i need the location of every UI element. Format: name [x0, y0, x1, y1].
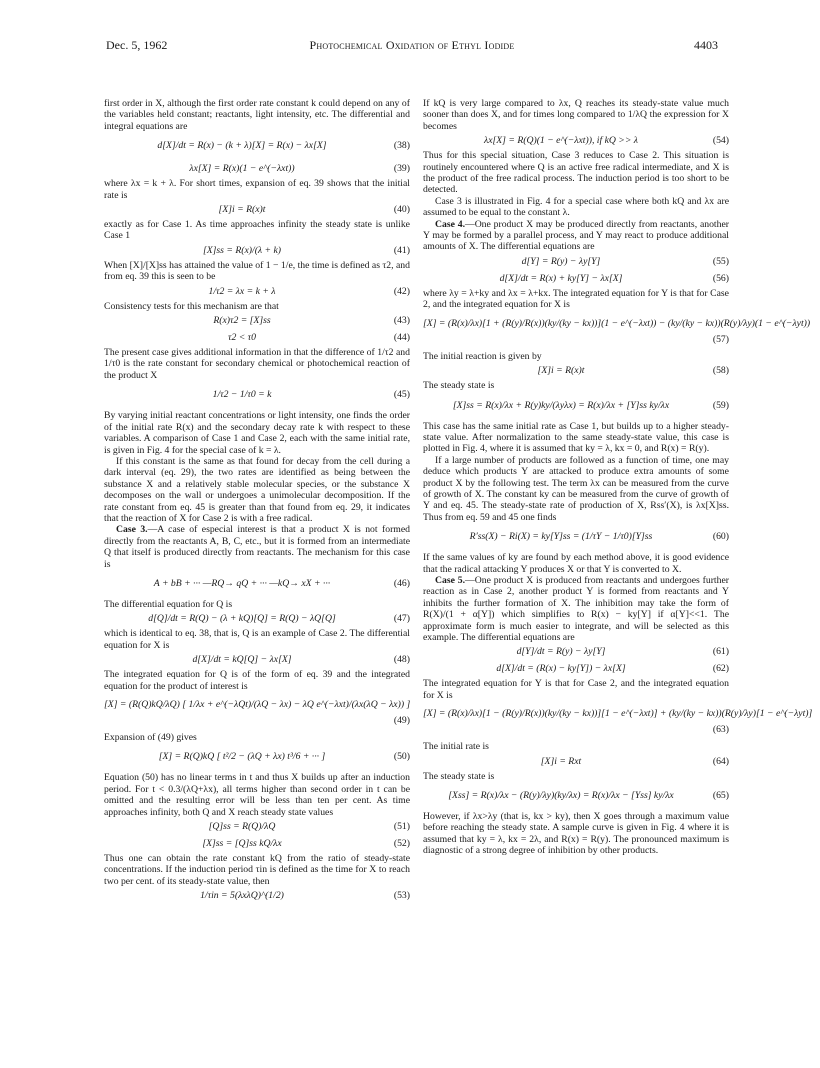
paragraph-text: The present case gives additional information in that the difference of 1/τ2 and 1/τ0 is the rate constant for secondary chemical or photochemical reaction of the product X — [104, 347, 410, 381]
equation — [423, 271, 729, 287]
paragraph — [104, 732, 410, 743]
paragraph — [104, 301, 410, 312]
equation-number: (55) — [712, 255, 729, 267]
paragraph-text: The integrated equation for Q is of the form of eq. 39 and the integrated equation for the product of interest is — [104, 669, 410, 692]
header-title: Photochemical Oxidation of Ethyl Iodide — [309, 38, 515, 52]
paragraph-text: where λx = k + λ. For short times, expansion of eq. 39 shows that the initial rate is — [104, 178, 410, 201]
left-column — [104, 98, 410, 905]
equation-number: (54) — [712, 135, 729, 147]
paragraph-text: This case has the same initial rate as Case 1, but builds up to a higher steady-state value. After normalization to the same steady-state value, this case is plotted in Fig. 4, where it is assumed that ky = λ, kx = 0, and R(x) = R(y). — [423, 420, 729, 455]
equation-expression: [X] = R(Q)kQ [ t²/2 − (λQ + λx) t³/6 + ··· ] — [158, 751, 326, 763]
paragraph — [104, 669, 410, 692]
equation-number: (52) — [393, 838, 410, 850]
equation-expression: d[Y]/dt = R(y) − λy[Y] — [516, 646, 606, 658]
paragraph-text: exactly as for Case 1. As time approaches infinity the steady state is unlike Case 1 — [104, 219, 410, 242]
paragraph-text: Thus one can obtain the rate constant kQ from the ratio of steady-state concentrations. If the induction period τin is defined as the time for X to reach two per cent. of its steady-state value, then — [104, 853, 410, 887]
paragraph — [104, 260, 410, 283]
paragraph-text: —A case of especial interest is that a product X is not formed directly from the reactants A, B, C, etc., but it is formed from an intermediate Q that itself is produced directly from reactants. The mechanism for this case is — [104, 524, 410, 570]
paragraph — [104, 410, 410, 456]
equation-expression: d[X]/dt = (R(x) − ky[Y]) − λx[X] — [496, 663, 626, 675]
paragraph — [423, 421, 729, 455]
equation-number: (65) — [712, 790, 729, 802]
equation — [104, 744, 410, 771]
equation-expression: d[Y] = R(y) − λy[Y] — [521, 255, 601, 267]
paragraph — [423, 575, 729, 643]
equation — [104, 161, 410, 177]
equation-number: (57) — [712, 333, 729, 345]
equation-expression: d[X]/dt = R(x) + ky[Y] − λx[X] — [499, 272, 623, 284]
equation-number: (53) — [393, 890, 410, 902]
paragraph — [423, 196, 729, 219]
equation-number: (41) — [393, 244, 410, 256]
equation-expression: [Xss] = R(x)/λx − (R(y)/λy)(ky/λx) = R(x)/λx − [Yss] ky/λx — [448, 790, 674, 802]
equation-number: (59) — [712, 399, 729, 411]
equation — [423, 393, 729, 420]
equation-number: (49) — [393, 715, 410, 726]
equation — [423, 783, 729, 810]
equation-number: (51) — [393, 821, 410, 833]
paragraph — [104, 599, 410, 610]
equation-expression: [X]ss = [Q]ss kQ/λx — [202, 838, 282, 850]
equation — [423, 524, 729, 551]
paragraph — [104, 219, 410, 242]
equation-expression: d[X]/dt = R(x) − (k + λ)[X] = R(x) − λx[X] — [157, 140, 327, 152]
paragraph-text: first order in X, although the first order rate constant k could depend on any of the variables held constant; reactants, light intensity, etc. The differential and integral equations are — [104, 98, 410, 132]
equation-expression: [X]ss = R(x)/(λ + k) — [202, 244, 282, 256]
equation — [104, 243, 410, 259]
right-column — [423, 98, 813, 857]
equation-expression: [X]i = Rxt — [540, 755, 582, 767]
paragraph — [104, 853, 410, 887]
equation-number: (50) — [393, 751, 410, 763]
paragraph-text: Equation (50) has no linear terms in t and thus X builds up after an induction period. For t < 0.3/(λQ+λx), all terms higher than second order in t can be omitted and the resulting error will be less than ten per cent. As time approaches infinity, both Q and X reach steady state values — [104, 772, 410, 818]
equation-expression: R(x)τ2 = [X]ss — [213, 315, 271, 327]
equation-expression: [X] = (R(Q)kQ/λQ) [ 1/λx + e^(−λQt)/(λQ − λx) − λQ e^(−λxt)/(λx(λQ − λx)) ] — [104, 699, 411, 710]
equation-number: (39) — [393, 163, 410, 175]
equation-number: (43) — [393, 315, 410, 327]
equation-number: (62) — [712, 663, 729, 675]
equation-number: (38) — [393, 140, 410, 152]
equation-number: (44) — [393, 332, 410, 344]
equation-expression: [X]i = R(x)t — [537, 365, 585, 377]
equation-expression: [X]i = R(x)t — [218, 204, 266, 216]
equation — [104, 133, 410, 160]
equation — [423, 254, 729, 270]
paragraph-text: When [X]/[X]ss has attained the value of 1 − 1/e, the time is defined as τ2, and from eq. 39 this is seen to be — [104, 259, 410, 283]
paragraph-text: If this constant is the same as that found for decay from the cell during a dark interval (eq. 29), the two rates are identified as being between the substance X and a relatively stable molecular species, or the substance X decomposes on the wall or undergoes a unimolecular decomposition. If the rate constant from eq. 45 is greater than that found from eq. 29, it indicates that the reaction of X for Case 2 is with a free radical. — [104, 455, 410, 524]
equation-expression: d[Q]/dt = R(Q) − (λ + kQ)[Q] = R(Q) − λQ[Q] — [148, 613, 336, 625]
equation — [423, 312, 811, 350]
paragraph-text: where λy = λ+ky and λx = λ+kx. The integrated equation for Y is that for Case 2, and the integrated equation for X is — [423, 287, 729, 311]
equation — [104, 652, 410, 668]
paragraph-text: The differential equation for Q is — [104, 598, 233, 610]
paragraph-text: Case 3 is illustrated in Fig. 4 for a special case where both kQ and λx are assumed to be equal to the constant λ. — [423, 195, 729, 219]
equation-number: (48) — [393, 654, 410, 666]
equation-expression: 1/τin = 5(λxλQ)^(1/2) — [200, 890, 284, 902]
paragraph — [104, 628, 410, 651]
paragraph — [423, 351, 729, 362]
paragraph-text: If the same values of ky are found by each method above, it is good evidence that the radical attacking Y produces X or that Y is converted to X. — [423, 552, 729, 575]
paragraph-text: Consistency tests for this mechanism are that — [104, 300, 279, 312]
equation-expression: [X]ss = R(x)/λx + R(y)ky/(λyλx) = R(x)/λx + [Y]ss ky/λx — [452, 399, 670, 411]
paragraph-text: Expansion of (49) gives — [104, 732, 197, 743]
equation — [104, 330, 410, 346]
equation-expression: [X] = (R(x)/λx)[1 − (R(y)/R(x))(ky/(ky − kx))][1 − e^(−λxt)] + (ky/(ky − kx))(R(y)/λy)[1 − e^(−λyt)] — [423, 708, 813, 720]
equation-number: (60) — [712, 531, 729, 543]
equation-expression: λx[X] = R(x)(1 − e^(−λxt)) — [189, 163, 295, 175]
equation-number: (45) — [393, 389, 410, 401]
equation-number: (61) — [712, 646, 729, 658]
paragraph-text: The steady state is — [423, 380, 495, 392]
paragraph-text: If a large number of products are followed as a function of time, one may deduce which products Y are attacked to produce extra amounts of some product X by the following test. The term λx can be measured from the curve of growth of X. The constant ky can be measured from the curve of growth of Y and eq. 45. The steady-state rate of production of X, Rss′(X), is λx[X]ss. Thus from eq. 59 and 45 one finds — [423, 454, 729, 523]
equation — [104, 611, 410, 627]
equation — [423, 754, 729, 770]
equation-expression: A + bB + ··· —RQ→ qQ + ··· —kQ→ xX + ··· — [153, 577, 331, 589]
paragraph-text: The initial reaction is given by — [423, 350, 542, 362]
paragraph — [423, 678, 729, 701]
equation-expression: R′ss(X) − Ri(X) = ky[Y]ss = (1/τY − 1/τ0)[Y]ss — [469, 531, 653, 543]
paragraph-text: By varying initial reactant concentrations or light intensity, one finds the order of the initial rate R(x) and the secondary decay rate k with respect to these variables. A comparison of Case 1 and Case 2, each with the same initial rate, is given in Fig. 4 for the special case of k = λ. — [104, 410, 410, 456]
paragraph-text: The steady state is — [423, 770, 495, 782]
equation-number: (47) — [393, 613, 410, 625]
equation-number: (64) — [712, 755, 729, 767]
equation-expression: d[X]/dt = kQ[Q] − λx[X] — [192, 654, 292, 666]
case-heading: Case 3. — [116, 524, 148, 536]
paragraph — [423, 741, 729, 752]
paragraph — [104, 98, 410, 132]
paragraph-text: Thus for this special situation, Case 3 reduces to Case 2. This situation is routinely encountered where Q is an active free radical intermediate, and X is the product of the free radical process. The induction period is too short to be detected. — [423, 150, 729, 196]
case-heading: Case 4. — [435, 218, 465, 230]
equation — [104, 382, 410, 409]
equation — [104, 313, 410, 329]
paragraph — [423, 771, 729, 782]
equation-number: (63) — [712, 724, 729, 736]
equation — [423, 133, 729, 149]
equation — [423, 644, 729, 660]
equation — [104, 693, 410, 731]
header-date: Dec. 5, 1962 — [106, 38, 168, 52]
paragraph — [423, 150, 729, 196]
paragraph — [104, 524, 410, 570]
equation — [423, 661, 729, 677]
paragraph-text: However, if λx>λy (that is, kx > ky), then X goes through a maximum value before reaching the steady state. A sample curve is given in Fig. 4 where it is assumed that ky = λ, kx = 2λ, and R(x) = R(y). The pronounced maximum is diagnostic of a strong degree of inhibition by other products. — [423, 811, 729, 857]
equation — [423, 702, 813, 740]
equation-expression: 1/τ2 − 1/τ0 = k — [212, 389, 272, 401]
case-heading: Case 5. — [435, 574, 466, 586]
paragraph-text: —One product X may be produced directly from reactants, another Y may be formed by a parallel process, and Y may react to produce additional amounts of X. The differential equations are — [423, 218, 729, 253]
equation — [423, 363, 729, 379]
equation — [104, 202, 410, 218]
equation-number: (46) — [393, 577, 410, 589]
equation-number: (56) — [712, 272, 729, 284]
equation-expression: τ2 < τ0 — [227, 332, 256, 344]
paragraph — [104, 178, 410, 201]
page-number: 4403 — [694, 38, 718, 52]
paragraph-text: The initial rate is — [423, 741, 489, 753]
equation-expression: [Q]ss = R(Q)/λQ — [208, 821, 276, 833]
paragraph-text: If kQ is very large compared to λx, Q reaches its steady-state value much sooner than does X, and for times long compared to 1/λQ the expression for X becomes — [423, 98, 729, 132]
paragraph-text: which is identical to eq. 38, that is, Q is an example of Case 2. The differential equation for X is — [104, 628, 410, 651]
paragraph — [423, 219, 729, 253]
equation-number: (42) — [393, 285, 410, 297]
equation — [104, 819, 410, 835]
paragraph — [104, 772, 410, 818]
equation-expression: λx[X] = R(Q)(1 − e^(−λxt)), if kQ >> λ — [484, 135, 638, 147]
paragraph — [423, 380, 729, 391]
equation-expression: [X] = (R(x)/λx)[1 + (R(y)/R(x))(ky/(ky − kx))](1 − e^(−λxt)) − (ky/(ky − kx))(R(y)/λy)(1 − e^(−λyt)) — [423, 317, 811, 329]
paragraph — [423, 288, 729, 311]
paragraph — [423, 455, 729, 523]
paragraph-text: —One product X is produced from reactants and undergoes further reaction as in Case 2, another product Y is formed from reactants and Y inhibits the further formation of X. The inhibition may take the form of R(X)/(1 + α[Y]) which simplifies to R(x) − ky[Y] if α[Y]<<1. The approximate form is much easier to integrate, and will be selected as this example. The differential equations are — [423, 574, 729, 643]
paragraph — [423, 98, 729, 132]
paragraph — [423, 552, 729, 575]
paragraph — [104, 347, 410, 381]
equation-expression: 1/τ2 = λx = k + λ — [208, 285, 276, 297]
equation-number: (40) — [393, 204, 410, 216]
paragraph-text: The integrated equation for Y is that for Case 2, and the integrated equation for X is — [423, 678, 729, 701]
equation — [104, 888, 410, 904]
paragraph — [423, 811, 729, 857]
equation — [104, 571, 410, 598]
equation — [104, 284, 410, 300]
paragraph — [104, 456, 410, 524]
running-header — [106, 38, 718, 56]
equation-number: (58) — [712, 365, 729, 377]
equation — [104, 836, 410, 852]
